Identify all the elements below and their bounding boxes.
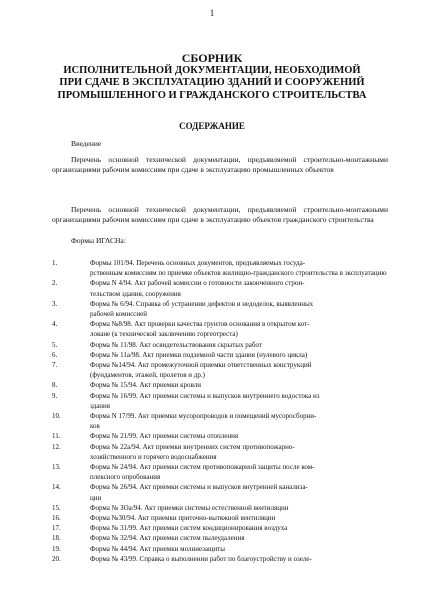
- form-item-first-line: Форма № 24/94. Акт приемки систем противопожарной защиты после ком-: [90, 463, 315, 472]
- form-item-number: 5.: [52, 340, 58, 349]
- contents-paragraph-industrial: Перечень основной технической документации, предъявляемой строительно-монтажными организациями рабочим комиссиям при сдаче в эксплуатацию промышленных объектов: [52, 155, 388, 174]
- form-list-item: [52, 360, 388, 380]
- form-item-text: [90, 554, 388, 564]
- forms-list: [52, 258, 388, 564]
- form-item-number: 11.: [52, 432, 61, 441]
- title-line: ИСПОЛНИТЕЛЬНОЙ ДОКУМЕНТАЦИИ, НЕОБХОДИМОЙ: [63, 64, 361, 76]
- form-item-text: [90, 350, 388, 360]
- title-line: ПРОМЫШЛЕННОГО И ГРАЖДАНСКОГО СТРОИТЕЛЬСТВА: [57, 89, 367, 101]
- form-list-item: [52, 340, 388, 350]
- form-item-first-line: Форма № 21/99. Акт приемки системы отопления: [90, 432, 239, 441]
- form-item-number: 20.: [52, 554, 61, 563]
- form-item-first-line: Форма № 26/94. Акт приемки системы и выпусков внутренней канализа-: [90, 483, 308, 492]
- form-list-item: [52, 523, 388, 533]
- intro-entry: Введение: [71, 139, 102, 148]
- form-item-first-line: Форма N 4/94. Акт рабочей комиссии о готовности законченного строи-: [90, 279, 305, 288]
- page-number: 1: [209, 8, 215, 18]
- form-item-number: 10.: [52, 412, 61, 421]
- form-item-text: [90, 360, 388, 380]
- form-list-item: [52, 482, 388, 502]
- form-item-first-line: Форма № 15/94. Акт приемки кровли: [90, 381, 201, 390]
- form-list-item: [52, 299, 388, 319]
- form-item-text: [90, 340, 388, 350]
- form-item-first-line: Форма № 6/94. Справка об устранении дефектов и недоделок, выявленных: [90, 299, 314, 308]
- form-item-number: 1.: [52, 259, 58, 267]
- form-item-number: 2.: [52, 279, 58, 288]
- form-item-first-line: Формы 101/94. Перечень основных документов, предъявляемых госуда-: [90, 259, 306, 267]
- form-item-first-line: Форма № 11/98. Акт освидетельствования скрытых работ: [90, 340, 262, 349]
- form-item-number: 12.: [52, 442, 61, 451]
- form-list-item: [52, 554, 388, 564]
- form-item-continuation: плексного опробования: [90, 473, 161, 482]
- contents-paragraph-civil: Перечень основной технической документации, предъявляемой строительно-монтажными организациями рабочим комиссиям при сдаче в эксплуатацию объектов гражданского строительства: [52, 205, 388, 224]
- form-item-number: 8.: [52, 381, 58, 390]
- form-item-number: 19.: [52, 544, 61, 553]
- form-item-number: 4.: [52, 320, 58, 329]
- form-item-first-line: Форма № 44/94. Акт приемки молниезащиты: [90, 544, 225, 553]
- form-list-item: [52, 411, 388, 431]
- form-list-item: [52, 513, 388, 523]
- form-item-text: [90, 544, 388, 554]
- form-item-text: [90, 482, 388, 502]
- form-item-number: 7.: [52, 361, 58, 370]
- form-item-first-line: Форма № 43/99. Справка о выполнении работ по благоустройству и озеле-: [90, 554, 312, 563]
- document-title: [40, 52, 384, 102]
- form-item-first-line: Форма № 11а/98. Акт приемки подземной части здания (нулевого цикла): [90, 350, 308, 359]
- form-item-first-line: Форма № 32/94. Акт приемки систем пылеудаления: [90, 534, 245, 543]
- form-item-text: [90, 391, 388, 411]
- form-list-item: [52, 350, 388, 360]
- form-item-number: 14.: [52, 483, 61, 492]
- form-item-continuation: ков: [90, 422, 100, 431]
- form-item-text: [90, 523, 388, 533]
- form-item-continuation: здания: [90, 401, 111, 410]
- form-item-continuation: тельством здания, сооружения: [90, 289, 181, 298]
- form-item-continuation: ловане (к технической заключению горгеотреста): [90, 330, 238, 339]
- title-line: СБОРНИК: [181, 51, 243, 65]
- form-item-text: [90, 513, 388, 523]
- form-item-text: [90, 299, 388, 319]
- form-item-first-line: Форма № 22а/94. Акт приемки внутренних систем противопожарно-: [90, 442, 295, 451]
- form-item-text: [90, 411, 388, 431]
- form-list-item: [52, 319, 388, 339]
- form-list-item: [52, 442, 388, 462]
- form-list-item: [52, 533, 388, 543]
- form-item-text: [90, 503, 388, 513]
- contents-heading: СОДЕРЖАНИЕ: [179, 121, 245, 131]
- form-item-text: [90, 533, 388, 543]
- form-item-number: 17.: [52, 524, 61, 533]
- forms-heading: Формы ИГАСНа:: [71, 236, 126, 245]
- form-item-continuation: ции: [90, 493, 102, 502]
- form-item-number: 16.: [52, 514, 61, 523]
- form-item-number: 13.: [52, 463, 61, 472]
- form-item-text: [90, 442, 388, 462]
- form-list-item: [52, 391, 388, 411]
- form-item-first-line: Форма № 31/99. Акт приемки систем кондиционирования воздуха: [90, 524, 288, 533]
- form-item-text: [90, 380, 388, 390]
- form-item-continuation: (фундаментов, этажей, пролетов и др.): [90, 371, 205, 380]
- form-list-item: [52, 431, 388, 441]
- form-list-item: [52, 258, 388, 278]
- form-item-number: 18.: [52, 534, 61, 543]
- form-item-first-line: Форма N 17/99. Акт приемки мусоропроводов и помещений мусоросборни-: [90, 412, 317, 421]
- form-item-text: [90, 278, 388, 298]
- title-line: ПРИ СДАЧЕ В ЭКСПЛУАТАЦИЮ ЗДАНИЙ И СООРУЖЕНИЙ: [59, 77, 365, 88]
- form-item-first-line: Форма № 16/99. Акт приемки системы и выпусков внутреннего водостока из: [90, 391, 320, 400]
- form-list-item: [52, 544, 388, 554]
- form-item-text: [90, 431, 388, 441]
- form-item-first-line: Форма №30/94. Акт приемки приточно-вытяжной вентиляции: [90, 514, 276, 523]
- form-list-item: [52, 462, 388, 482]
- form-item-number: 9.: [52, 391, 58, 400]
- form-item-text: [90, 319, 388, 339]
- form-item-continuation: рабочей комиссией: [90, 310, 148, 319]
- form-item-text: [90, 462, 388, 482]
- form-list-item: [52, 380, 388, 390]
- form-list-item: [52, 278, 388, 298]
- form-item-first-line: Форма №8/98. Акт проверки качества грунтов основания в открытом кот-: [90, 320, 310, 329]
- form-item-first-line: Форма №14/94. Акт промежуточной приемки ответственных конструкций: [90, 361, 312, 370]
- form-list-item: [52, 503, 388, 513]
- form-item-continuation: рственным комиссиям по приемке объектов жилищно-гражданского строительства в эксплуатацию: [90, 269, 387, 278]
- form-item-first-line: Форма № ЗОа/94. Акт приемки системы естественной вентиляции: [90, 503, 289, 512]
- form-item-text: [90, 258, 388, 278]
- form-item-number: 3.: [52, 299, 58, 308]
- form-item-continuation: хозяйственного и горячего водоснабжения: [90, 452, 217, 461]
- form-item-number: 15.: [52, 503, 61, 512]
- form-item-number: 6.: [52, 350, 58, 359]
